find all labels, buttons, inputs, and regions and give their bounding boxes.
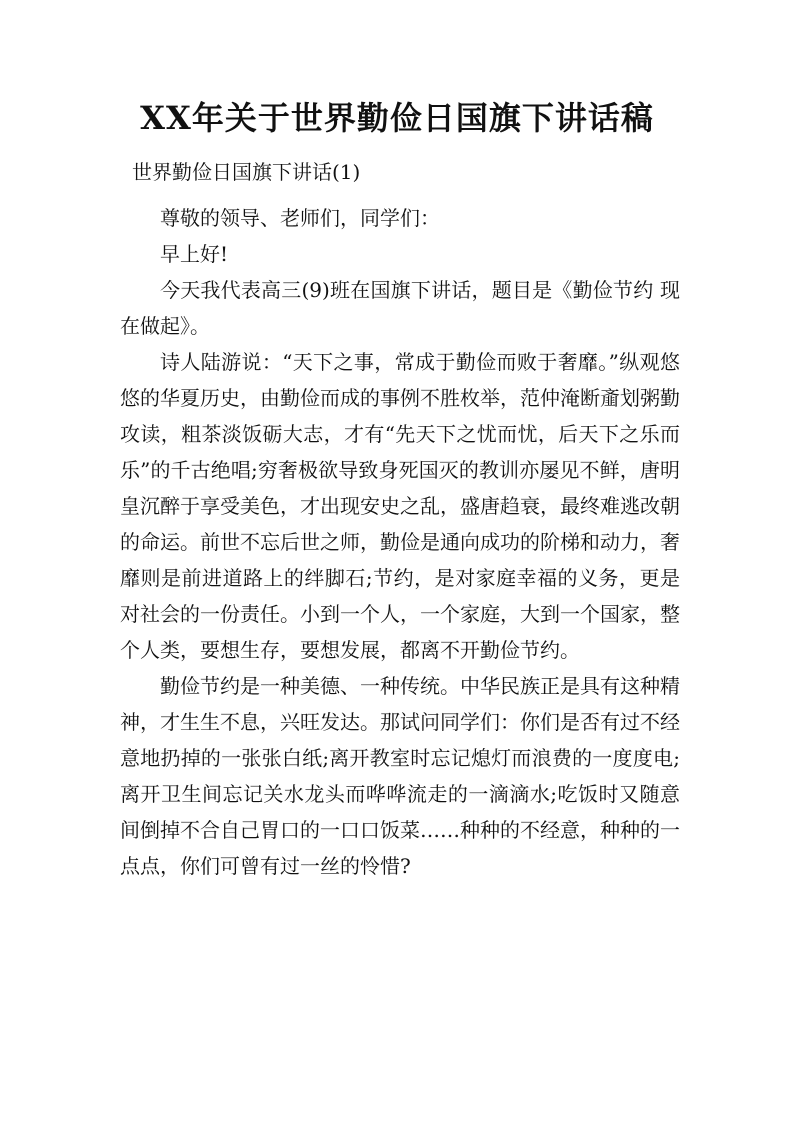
history-paragraph: 诗人陆游说：“天下之事，常成于勤俭而败于奢靡。”纵观悠悠的华夏历史，由勤俭而成的事例不胜枚举，范仲淹断齑划粥勤攻读，粗茶淡饭砺大志，才有“先天下之忧而忧，后天下之乐而乐”的千古绝唱;穷奢极欲导致身死国灭的教训亦屡见不鲜，唐明皇沉醉于享受美色，才出现安史之乱，盛唐趋衰，最终难逃改朝的命运。前世不忘后世之师，勤俭是通向成功的阶梯和动力，奢靡则是前进道路上的绊脚石;节约，是对家庭幸福的义务，更是对社会的一份责任。小到一个人，一个家庭，大到一个国家，整个人类，要想生存，要想发展，都离不开勤俭节约。 xyxy=(120,350,680,662)
page-title: XX年关于世界勤俭日国旗下讲话稿 xyxy=(140,99,654,137)
greeting-paragraph: 早上好! xyxy=(160,242,229,266)
salutation-paragraph: 尊敬的领导、老师们，同学们： xyxy=(160,206,440,230)
body-text xyxy=(120,200,680,884)
topic-paragraph: 今天我代表高三(9)班在国旗下讲话，题目是《勤俭节约 现在做起》。 xyxy=(120,278,680,338)
virtue-paragraph: 勤俭节约是一种美德、一种传统。中华民族正是具有这种精神，才生生不息，兴旺发达。那试问同学们：你们是否有过不经意地扔掉的一张张白纸;离开教室时忘记熄灯而浪费的一度度电;离开卫生间忘记关水龙头而哗哗流走的一滴滴水;吃饭时又随意间倒掉不合自己胃口的一口口饭菜……种种的不经意，种种的一点点，你们可曾有过一丝的怜惜? xyxy=(120,674,680,878)
section-heading: 世界勤俭日国旗下讲话(1) xyxy=(132,160,361,184)
